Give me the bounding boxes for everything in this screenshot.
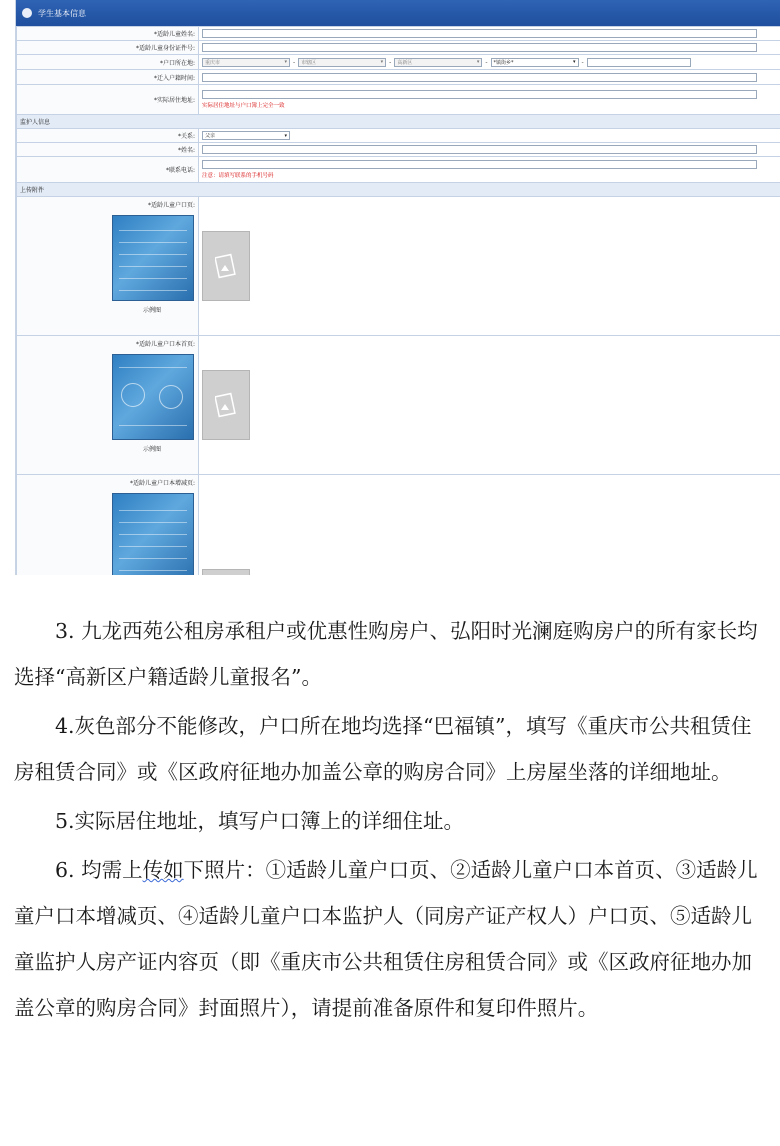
upload-label-2: *适龄儿童户口本首页: — [135, 341, 195, 348]
hukou-district-select[interactable]: 市辖区 ▾ — [298, 58, 386, 67]
image-placeholder-icon — [215, 253, 237, 279]
address-input[interactable] — [202, 90, 757, 99]
form-screenshot — [15, 0, 780, 575]
hukou-front-page-thumbnail — [112, 354, 194, 440]
example-image-2 — [112, 354, 195, 453]
phone-hint: 注意：请填写联系的手机号码 — [202, 173, 274, 179]
phone-label: *联系电话: — [17, 157, 199, 183]
guardian-section-title: 监护人信息 — [17, 115, 780, 129]
student-info-icon — [22, 8, 32, 18]
upload-section-title: 上传附件 — [17, 183, 780, 197]
upload-label-1: *适龄儿童户口页: — [147, 202, 195, 209]
guardian-name-input[interactable] — [202, 145, 757, 154]
hukou-city-select[interactable]: 重庆市 ▾ — [202, 58, 290, 67]
chevron-down-icon: ▾ — [380, 59, 384, 65]
upload-cell-3 — [17, 475, 199, 576]
move-in-time-label: *迁入户籍时间: — [17, 70, 199, 85]
image-placeholder-icon — [215, 392, 237, 418]
relation-select[interactable]: 父亲 ▾ — [202, 131, 290, 140]
guardian-name-label: *姓名: — [17, 143, 199, 157]
upload-cell-1 — [17, 197, 199, 336]
example-caption-2: 示例图 — [142, 446, 161, 453]
hukou-area-select[interactable]: 高新区 ▾ — [394, 58, 482, 67]
hukou-detail-input[interactable] — [587, 58, 691, 67]
hukou-town-select[interactable]: *镇街乡* ▾ — [491, 58, 579, 67]
hukou-label: *户口所在地: — [17, 55, 199, 70]
example-image-3 — [112, 493, 195, 575]
child-id-input[interactable] — [202, 43, 757, 52]
relation-label: *关系: — [17, 129, 199, 143]
paragraph-5: 5.实际居住地址，填写户口簿上的详细住址。 — [55, 809, 465, 833]
upload-placeholder-3[interactable] — [202, 569, 250, 575]
child-name-input[interactable] — [202, 29, 757, 38]
example-caption-1: 示例图 — [142, 307, 161, 314]
form-header — [16, 0, 780, 26]
move-in-time-input[interactable] — [202, 73, 757, 82]
paragraph-6: 6. 均需上传如下照片：①适龄儿童户口页、②适龄儿童户口本首页、③适龄儿童户口本增减页、④适龄儿童户口本监护人（同房产证产权人）户口页、⑤适龄儿童监护人房产证内容页（即《重庆市公共租赁住房租赁合同》或《区政府征地办加盖公章的购房合同》封面照片），请提前准备原件和复印件照片。 — [14, 858, 758, 1020]
child-name-label: *适龄儿童姓名: — [17, 27, 199, 41]
student-form-table — [16, 26, 780, 575]
upload-placeholder-1[interactable] — [202, 231, 250, 301]
hukou-page-thumbnail — [112, 215, 194, 301]
paragraph-4: 4.灰色部分不能修改，户口所在地均选择“巴福镇”，填写《重庆市公共租赁住房租赁合同》或《区政府征地办加盖公章的购房合同》上房屋坐落的详细地址。 — [14, 714, 752, 784]
chevron-down-icon: ▾ — [573, 59, 576, 65]
address-hint: 实际居住地址与户口簿上完全一致 — [202, 103, 285, 109]
hukou-selects: 重庆市 ▾ - 市辖区 ▾ - 高新区 ▾ - *镇街乡* ▾ - — [202, 58, 777, 67]
chevron-down-icon: ▾ — [284, 132, 287, 139]
chevron-down-icon: ▾ — [284, 59, 287, 65]
child-id-label: *适龄儿童身份证件号: — [17, 41, 199, 55]
chevron-down-icon: ▾ — [476, 59, 480, 65]
upload-label-3: *适龄儿童户口本增减页: — [129, 480, 195, 487]
paragraph-3: 3. 九龙西苑公租房承租户或优惠性购房户、弘阳时光澜庭购房户的所有家长均选择“高新区户籍适龄儿童报名”。 — [14, 619, 758, 689]
instruction-text — [14, 608, 766, 1034]
form-header-title: 学生基本信息 — [38, 8, 86, 18]
upload-cell-2 — [17, 336, 199, 475]
address-label: *实际居住地址: — [17, 85, 199, 115]
phone-input[interactable] — [202, 160, 757, 169]
hukou-change-page-thumbnail — [112, 493, 194, 575]
upload-placeholder-2[interactable] — [202, 370, 250, 440]
example-image-1 — [112, 215, 195, 314]
